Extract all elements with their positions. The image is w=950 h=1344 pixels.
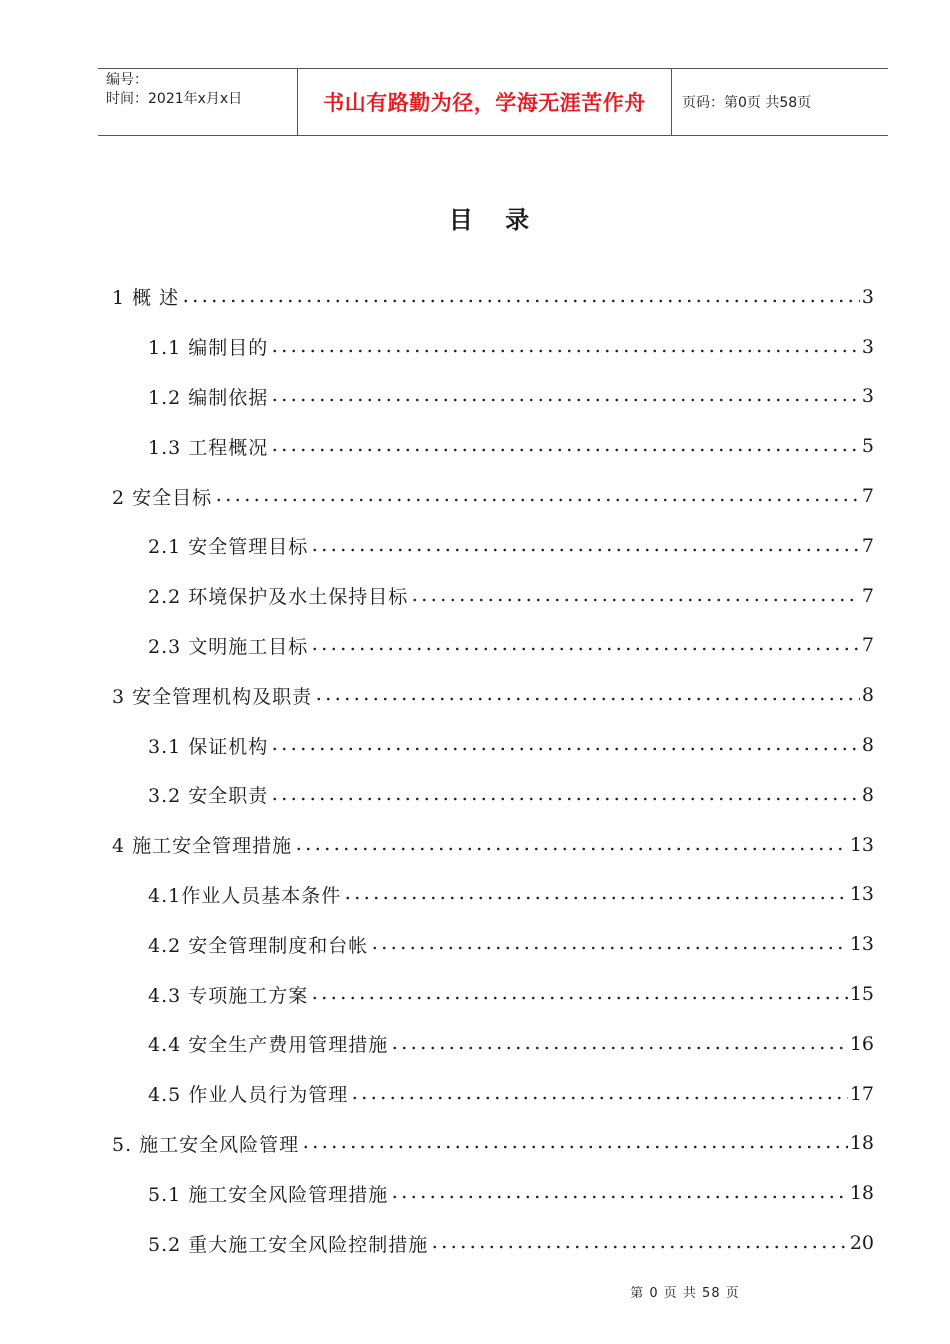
- toc-entry-page: 13: [849, 933, 874, 956]
- toc-entry-page: 7: [861, 584, 874, 607]
- toc-entry-page: 3: [861, 335, 874, 358]
- toc-entry[interactable]: [112, 720, 874, 770]
- toc-entry[interactable]: [112, 1168, 874, 1218]
- toc-entry[interactable]: [112, 322, 874, 372]
- toc-dot-leader: [181, 294, 860, 308]
- toc-entry[interactable]: [112, 919, 874, 969]
- header-time-label: 时间：2021年x月x日: [106, 91, 243, 107]
- toc-dot-leader: [430, 1240, 848, 1254]
- toc-entry-label: 1.1 编制目的: [148, 337, 269, 360]
- toc-entry-page: 3: [861, 285, 874, 308]
- toc-entry[interactable]: [112, 621, 874, 671]
- toc-entry-label: 4 施工安全管理措施: [112, 835, 293, 858]
- header-page-info: 页码：第0页 共58页: [682, 95, 812, 111]
- toc-entry-label: 4.3 专项施工方案: [148, 984, 309, 1007]
- toc-entry[interactable]: [112, 471, 874, 521]
- toc-entry-page: 5: [861, 435, 874, 458]
- toc-entry-label: 5. 施工安全风险管理: [112, 1133, 300, 1156]
- toc-entry-label: 2.1 安全管理目标: [148, 536, 309, 559]
- toc-entry-page: 3: [861, 385, 874, 408]
- toc-dot-leader: [370, 941, 848, 955]
- toc-entry-page: 13: [849, 883, 874, 906]
- toc-entry-label: 2 安全目标: [112, 486, 213, 509]
- toc-entry[interactable]: [112, 820, 874, 870]
- toc-dot-leader: [310, 642, 860, 656]
- toc-dot-leader: [314, 692, 860, 706]
- toc-dot-leader: [294, 842, 848, 856]
- toc-dot-leader: [350, 1091, 848, 1105]
- toc-entry-page: 7: [861, 634, 874, 657]
- toc-dot-leader: [270, 393, 860, 407]
- toc-entry-label: 5.2 重大施工安全风险控制措施: [148, 1233, 429, 1256]
- toc-entry[interactable]: [112, 521, 874, 571]
- toc-entry-label: 2.2 环境保护及水土保持目标: [148, 586, 409, 609]
- toc-dot-leader: [310, 991, 848, 1005]
- toc-entry-label: 3.2 安全职责: [148, 785, 269, 808]
- toc-entry-label: 3 安全管理机构及职责: [112, 685, 313, 708]
- toc-entry-label: 4.5 作业人员行为管理: [148, 1084, 349, 1107]
- page-footer: 第 0 页 共 58 页: [630, 1286, 740, 1301]
- toc-entry[interactable]: [112, 571, 874, 621]
- toc-dot-leader: [270, 792, 860, 806]
- toc-entry-label: 1.3 工程概况: [148, 436, 269, 459]
- toc-entry[interactable]: [112, 1019, 874, 1069]
- toc-entry[interactable]: [112, 1119, 874, 1169]
- toc-entry-label: 1.2 编制依据: [148, 386, 269, 409]
- toc-dot-leader: [270, 344, 860, 358]
- toc-entry[interactable]: [112, 870, 874, 920]
- toc-entry-page: 17: [849, 1082, 874, 1105]
- toc-dot-leader: [214, 493, 860, 507]
- toc-entry-label: 2.3 文明施工目标: [148, 635, 309, 658]
- toc-entry[interactable]: [112, 421, 874, 471]
- toc-entry[interactable]: [112, 1218, 874, 1268]
- toc-entry[interactable]: [112, 272, 874, 322]
- header-number-label: 编号：: [106, 72, 148, 88]
- table-of-contents: [112, 272, 874, 1268]
- toc-entry-page: 13: [849, 833, 874, 856]
- toc-entry-page: 20: [849, 1232, 874, 1255]
- toc-dot-leader: [270, 742, 860, 756]
- toc-entry-label: 3.1 保证机构: [148, 735, 269, 758]
- header-meta: [98, 69, 298, 135]
- toc-entry[interactable]: [112, 969, 874, 1019]
- header-motto: 书山有路勤为径，学海无涯苦作舟: [298, 69, 672, 135]
- toc-dot-leader: [310, 543, 860, 557]
- toc-dot-leader: [390, 1041, 848, 1055]
- toc-title: 目 录: [448, 206, 542, 234]
- toc-entry[interactable]: [112, 1069, 874, 1119]
- toc-dot-leader: [410, 593, 860, 607]
- page-header: [98, 68, 888, 136]
- toc-entry-page: 16: [849, 1032, 874, 1055]
- toc-entry-label: 4.1作业人员基本条件: [148, 884, 342, 907]
- toc-entry-page: 7: [861, 534, 874, 557]
- toc-dot-leader: [270, 443, 860, 457]
- toc-entry-page: 7: [861, 485, 874, 508]
- toc-entry-page: 18: [849, 1132, 874, 1155]
- toc-entry-page: 15: [849, 983, 874, 1006]
- toc-entry-label: 1 概 述: [112, 287, 180, 310]
- toc-entry[interactable]: [112, 372, 874, 422]
- toc-dot-leader: [343, 891, 848, 905]
- toc-entry-page: 8: [861, 684, 874, 707]
- toc-dot-leader: [390, 1190, 848, 1204]
- toc-entry[interactable]: [112, 670, 874, 720]
- toc-dot-leader: [301, 1140, 848, 1154]
- toc-entry-page: 8: [861, 783, 874, 806]
- toc-entry-label: 4.4 安全生产费用管理措施: [148, 1034, 389, 1057]
- toc-entry-label: 4.2 安全管理制度和台帐: [148, 934, 369, 957]
- toc-entry-page: 18: [849, 1182, 874, 1205]
- toc-entry[interactable]: [112, 770, 874, 820]
- toc-entry-page: 8: [861, 734, 874, 757]
- toc-entry-label: 5.1 施工安全风险管理措施: [148, 1183, 389, 1206]
